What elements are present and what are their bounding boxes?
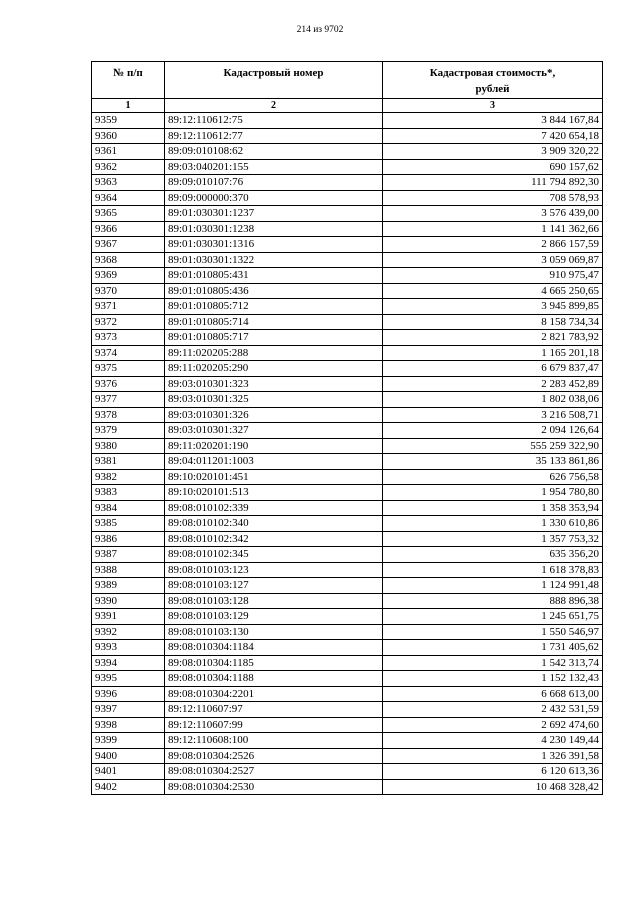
row-number-cell: 9361 — [92, 144, 165, 160]
row-number-cell: 9368 — [92, 252, 165, 268]
column-number-3: 3 — [383, 99, 603, 113]
cadastral-number-cell: 89:08:010304:2530 — [165, 779, 383, 795]
row-number-cell: 9397 — [92, 702, 165, 718]
cadastral-value-cell: 6 679 837,47 — [383, 361, 603, 377]
cadastral-value-cell: 7 420 654,18 — [383, 128, 603, 144]
table-row — [92, 268, 603, 284]
row-number-cell: 9388 — [92, 562, 165, 578]
cadastral-number-cell: 89:08:010102:339 — [165, 500, 383, 516]
cadastral-number-cell: 89:01:030301:1237 — [165, 206, 383, 222]
cadastral-number-cell: 89:08:010304:2526 — [165, 748, 383, 764]
cadastral-value-cell: 1 954 780,80 — [383, 485, 603, 501]
table-row — [92, 578, 603, 594]
row-number-cell: 9401 — [92, 764, 165, 780]
row-number-cell: 9360 — [92, 128, 165, 144]
cadastral-number-cell: 89:12:110612:75 — [165, 113, 383, 129]
table-row — [92, 283, 603, 299]
cadastral-value-cell: 3 844 167,84 — [383, 113, 603, 129]
cadastral-value-cell: 111 794 892,30 — [383, 175, 603, 191]
cadastral-value-cell: 4 665 250,65 — [383, 283, 603, 299]
cadastral-number-cell: 89:12:110607:99 — [165, 717, 383, 733]
row-number-cell: 9376 — [92, 376, 165, 392]
row-number-cell: 9366 — [92, 221, 165, 237]
row-number-cell: 9395 — [92, 671, 165, 687]
cadastral-number-cell: 89:03:010301:326 — [165, 407, 383, 423]
table-row — [92, 113, 603, 129]
row-number-cell: 9393 — [92, 640, 165, 656]
cadastral-number-cell: 89:08:010304:2201 — [165, 686, 383, 702]
table-row — [92, 221, 603, 237]
table-row — [92, 531, 603, 547]
table-row — [92, 640, 603, 656]
row-number-cell: 9396 — [92, 686, 165, 702]
table-row — [92, 206, 603, 222]
column-header-cadastral-value-line1: Кадастровая стоимость*, — [429, 67, 556, 79]
cadastral-number-cell: 89:12:110607:97 — [165, 702, 383, 718]
cadastral-value-cell: 3 909 320,22 — [383, 144, 603, 160]
table-header-row — [92, 62, 603, 99]
table-row — [92, 423, 603, 439]
cadastral-number-cell: 89:11:020205:288 — [165, 345, 383, 361]
page-indicator: 214 из 9702 — [296, 25, 344, 35]
cadastral-number-cell: 89:08:010102:345 — [165, 547, 383, 563]
cadastral-value-cell: 2 283 452,89 — [383, 376, 603, 392]
table-row — [92, 485, 603, 501]
row-number-cell: 9391 — [92, 609, 165, 625]
table-row — [92, 764, 603, 780]
cadastral-number-cell: 89:08:010103:130 — [165, 624, 383, 640]
cadastral-number-cell: 89:08:010103:123 — [165, 562, 383, 578]
cadastral-number-cell: 89:01:030301:1322 — [165, 252, 383, 268]
cadastral-number-cell: 89:01:030301:1238 — [165, 221, 383, 237]
cadastral-value-cell: 626 756,58 — [383, 469, 603, 485]
cadastral-value-cell: 2 094 126,64 — [383, 423, 603, 439]
cadastral-number-cell: 89:01:010805:714 — [165, 314, 383, 330]
cadastral-value-cell: 3 576 439,00 — [383, 206, 603, 222]
column-header-cadastral-value-line2: рублей — [475, 83, 510, 95]
cadastral-number-cell: 89:08:010304:1185 — [165, 655, 383, 671]
cadastral-number-cell: 89:12:110608:100 — [165, 733, 383, 749]
cadastral-value-cell: 1 141 362,66 — [383, 221, 603, 237]
column-number-row — [92, 99, 603, 113]
table-row — [92, 516, 603, 532]
table-row — [92, 190, 603, 206]
cadastral-number-cell: 89:03:010301:323 — [165, 376, 383, 392]
table-row — [92, 299, 603, 315]
table-row — [92, 733, 603, 749]
table-row — [92, 438, 603, 454]
column-number-1: 1 — [92, 99, 165, 113]
table-row — [92, 144, 603, 160]
table-row — [92, 252, 603, 268]
table-row — [92, 702, 603, 718]
table-row — [92, 330, 603, 346]
cadastral-value-cell: 910 975,47 — [383, 268, 603, 284]
cadastral-number-cell: 89:03:010301:327 — [165, 423, 383, 439]
cadastral-number-cell: 89:08:010103:128 — [165, 593, 383, 609]
table-row — [92, 237, 603, 253]
cadastral-value-cell: 3 216 508,71 — [383, 407, 603, 423]
row-number-cell: 9378 — [92, 407, 165, 423]
row-number-cell: 9370 — [92, 283, 165, 299]
cadastral-number-cell: 89:01:010805:712 — [165, 299, 383, 315]
cadastral-value-cell: 2 866 157,59 — [383, 237, 603, 253]
row-number-cell: 9389 — [92, 578, 165, 594]
row-number-cell: 9386 — [92, 531, 165, 547]
cadastral-number-cell: 89:11:020205:290 — [165, 361, 383, 377]
row-number-cell: 9369 — [92, 268, 165, 284]
row-number-cell: 9387 — [92, 547, 165, 563]
row-number-cell: 9390 — [92, 593, 165, 609]
row-number-cell: 9364 — [92, 190, 165, 206]
table-row — [92, 454, 603, 470]
table-row — [92, 655, 603, 671]
cadastral-value-cell: 3 059 069,87 — [383, 252, 603, 268]
cadastral-value-cell: 6 120 613,36 — [383, 764, 603, 780]
row-number-cell: 9399 — [92, 733, 165, 749]
cadastral-value-cell: 708 578,93 — [383, 190, 603, 206]
table-row — [92, 175, 603, 191]
row-number-cell: 9372 — [92, 314, 165, 330]
cadastral-value-cell: 2 692 474,60 — [383, 717, 603, 733]
table-row — [92, 547, 603, 563]
cadastral-number-cell: 89:08:010304:1188 — [165, 671, 383, 687]
row-number-cell: 9379 — [92, 423, 165, 439]
cadastral-number-cell: 89:10:020101:513 — [165, 485, 383, 501]
row-number-cell: 9402 — [92, 779, 165, 795]
table-row — [92, 159, 603, 175]
cadastral-value-cell: 1 165 201,18 — [383, 345, 603, 361]
column-header-number: № п/п — [92, 62, 165, 99]
cadastral-number-cell: 89:01:010805:436 — [165, 283, 383, 299]
row-number-cell: 9359 — [92, 113, 165, 129]
cadastral-value-cell: 4 230 149,44 — [383, 733, 603, 749]
cadastral-table — [91, 61, 603, 795]
row-number-cell: 9380 — [92, 438, 165, 454]
row-number-cell: 9400 — [92, 748, 165, 764]
row-number-cell: 9362 — [92, 159, 165, 175]
cadastral-value-cell: 635 356,20 — [383, 547, 603, 563]
column-header-cadastral-value — [383, 62, 603, 99]
cadastral-value-cell: 1 618 378,83 — [383, 562, 603, 578]
row-number-cell: 9374 — [92, 345, 165, 361]
cadastral-value-cell: 690 157,62 — [383, 159, 603, 175]
row-number-cell: 9367 — [92, 237, 165, 253]
cadastral-value-cell: 888 896,38 — [383, 593, 603, 609]
cadastral-value-cell: 1 326 391,58 — [383, 748, 603, 764]
cadastral-value-cell: 1 152 132,43 — [383, 671, 603, 687]
cadastral-value-cell: 2 821 783,92 — [383, 330, 603, 346]
row-number-cell: 9392 — [92, 624, 165, 640]
row-number-cell: 9377 — [92, 392, 165, 408]
table-row — [92, 128, 603, 144]
cadastral-value-cell: 1 245 651,75 — [383, 609, 603, 625]
cadastral-number-cell: 89:04:011201:1003 — [165, 454, 383, 470]
row-number-cell: 9375 — [92, 361, 165, 377]
cadastral-number-cell: 89:01:010805:431 — [165, 268, 383, 284]
table-row — [92, 609, 603, 625]
cadastral-value-cell: 1 550 546,97 — [383, 624, 603, 640]
table-row — [92, 779, 603, 795]
cadastral-value-cell: 555 259 322,90 — [383, 438, 603, 454]
row-number-cell: 9398 — [92, 717, 165, 733]
table-row — [92, 624, 603, 640]
table-row — [92, 686, 603, 702]
cadastral-value-cell: 1 330 610,86 — [383, 516, 603, 532]
cadastral-value-cell: 1 802 038,06 — [383, 392, 603, 408]
cadastral-number-cell: 89:01:030301:1316 — [165, 237, 383, 253]
table-row — [92, 469, 603, 485]
cadastral-number-cell: 89:03:040201:155 — [165, 159, 383, 175]
cadastral-value-cell: 8 158 734,34 — [383, 314, 603, 330]
cadastral-number-cell: 89:09:000000:370 — [165, 190, 383, 206]
cadastral-value-cell: 35 133 861,86 — [383, 454, 603, 470]
table-row — [92, 314, 603, 330]
row-number-cell: 9382 — [92, 469, 165, 485]
cadastral-number-cell: 89:08:010304:2527 — [165, 764, 383, 780]
table-body — [92, 113, 603, 795]
row-number-cell: 9373 — [92, 330, 165, 346]
cadastral-value-cell: 3 945 899,85 — [383, 299, 603, 315]
row-number-cell: 9383 — [92, 485, 165, 501]
table-row — [92, 392, 603, 408]
table-row — [92, 671, 603, 687]
cadastral-number-cell: 89:09:010108:62 — [165, 144, 383, 160]
table-row — [92, 500, 603, 516]
row-number-cell: 9371 — [92, 299, 165, 315]
cadastral-value-cell: 1 358 353,94 — [383, 500, 603, 516]
table-row — [92, 562, 603, 578]
table-row — [92, 593, 603, 609]
cadastral-value-cell: 2 432 531,59 — [383, 702, 603, 718]
row-number-cell: 9363 — [92, 175, 165, 191]
table-row — [92, 748, 603, 764]
cadastral-number-cell: 89:01:010805:717 — [165, 330, 383, 346]
table-row — [92, 361, 603, 377]
row-number-cell: 9385 — [92, 516, 165, 532]
table-row — [92, 407, 603, 423]
cadastral-value-cell: 1 357 753,32 — [383, 531, 603, 547]
column-number-2: 2 — [165, 99, 383, 113]
table-row — [92, 717, 603, 733]
cadastral-number-cell: 89:08:010102:342 — [165, 531, 383, 547]
cadastral-number-cell: 89:11:020201:190 — [165, 438, 383, 454]
cadastral-value-cell: 1 731 405,62 — [383, 640, 603, 656]
cadastral-number-cell: 89:08:010103:129 — [165, 609, 383, 625]
cadastral-number-cell: 89:12:110612:77 — [165, 128, 383, 144]
cadastral-number-cell: 89:09:010107:76 — [165, 175, 383, 191]
row-number-cell: 9381 — [92, 454, 165, 470]
cadastral-value-cell: 10 468 328,42 — [383, 779, 603, 795]
cadastral-value-cell: 1 124 991,48 — [383, 578, 603, 594]
row-number-cell: 9384 — [92, 500, 165, 516]
row-number-cell: 9394 — [92, 655, 165, 671]
cadastral-number-cell: 89:10:020101:451 — [165, 469, 383, 485]
cadastral-number-cell: 89:03:010301:325 — [165, 392, 383, 408]
cadastral-value-cell: 6 668 613,00 — [383, 686, 603, 702]
cadastral-value-cell: 1 542 313,74 — [383, 655, 603, 671]
cadastral-number-cell: 89:08:010304:1184 — [165, 640, 383, 656]
cadastral-number-cell: 89:08:010103:127 — [165, 578, 383, 594]
table-row — [92, 376, 603, 392]
row-number-cell: 9365 — [92, 206, 165, 222]
cadastral-number-cell: 89:08:010102:340 — [165, 516, 383, 532]
table-row — [92, 345, 603, 361]
column-header-cadastral-number: Кадастровый номер — [165, 62, 383, 99]
